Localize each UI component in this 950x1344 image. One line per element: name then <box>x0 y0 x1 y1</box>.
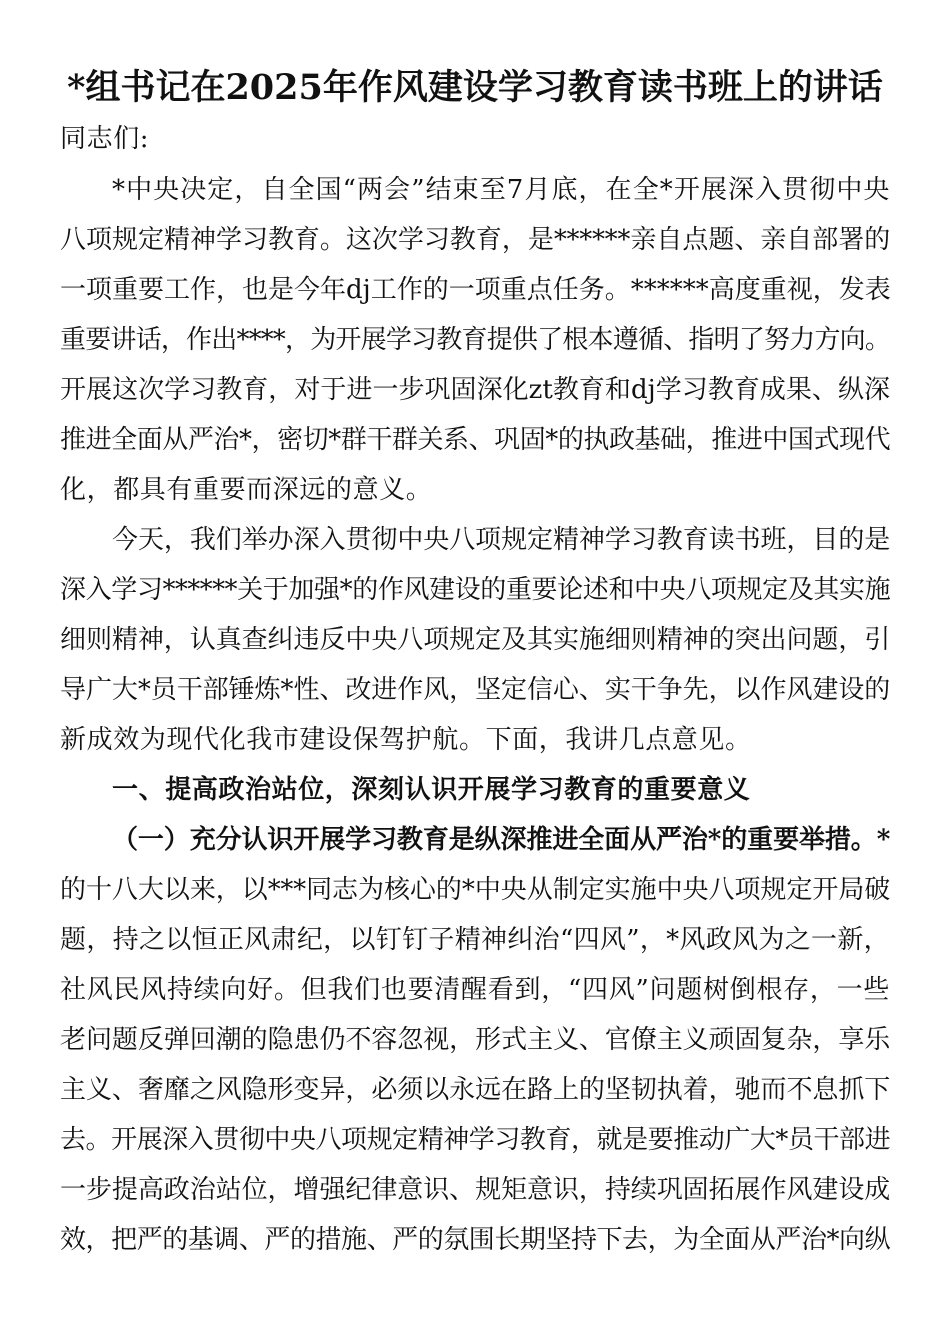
paragraph-line: 细则精神，认真查纠违反中央八项规定及其实施细则精神的突出问题，引 <box>60 625 890 655</box>
paragraph-line: 社风民风持续向好。但我们也要清醒看到，“四风”问题树倒根存，一些 <box>60 975 890 1005</box>
paragraph-line: 去。开展深入贯彻中央八项规定精神学习教育，就是要推动广大*员干部进 <box>60 1125 890 1155</box>
paragraph-line: 化，都具有重要而深远的意义。 <box>60 475 433 505</box>
paragraph-line: 深入学习******关于加强*的作风建设的重要论述和中央八项规定及其实施 <box>60 575 890 605</box>
paragraph-line: 一项重要工作，也是今年dj工作的一项重点任务。******高度重视，发表 <box>60 275 891 305</box>
paragraph-line: 老问题反弹回潮的隐患仍不容忽视，形式主义、官僚主义顽固复杂，享乐 <box>60 1025 890 1055</box>
paragraph-line: 今天，我们举办深入贯彻中央八项规定精神学习教育读书班，目的是 <box>112 525 890 555</box>
document-title: *组书记在2025年作风建设学习教育读书班上的讲话 <box>67 67 883 108</box>
paragraph-line: 题，持之以恒正风肃纪，以钉钉子精神纠治“四风”，*风政风为之一新， <box>60 925 890 955</box>
paragraph-line: 导广大*员干部锤炼*性、改进作风，坚定信心、实干争先，以作风建设的 <box>60 675 890 705</box>
paragraph-line: 推进全面从严治*，密切*群干群关系、巩固*的执政基础，推进中国式现代 <box>60 425 890 455</box>
paragraph-line: 效，把严的基调、严的措施、严的氛围长期坚持下去，为全面从严治*向纵 <box>60 1225 890 1255</box>
paragraph-line: 主义、奢靡之风隐形变异，必须以永远在路上的坚韧执着，驰而不息抓下 <box>60 1075 890 1105</box>
paragraph-line: *中央决定，自全国“两会”结束至7月底，在全*开展深入贯彻中央 <box>112 175 890 205</box>
subsection-heading: （一）充分认识开展学习教育是纵深推进全面从严治*的重要举措。* <box>112 825 890 855</box>
salutation: 同志们: <box>60 124 150 154</box>
paragraph-line: 新成效为现代化我市建设保驾护航。下面，我讲几点意见。 <box>60 725 752 755</box>
paragraph-line: 开展这次学习教育，对于进一步巩固深化zt教育和dj学习教育成果、纵深 <box>60 375 890 405</box>
paragraph-line: 的十八大以来，以***同志为核心的*中央从制定实施中央八项规定开局破 <box>60 875 890 905</box>
paragraph-line: 重要讲话，作出****，为开展学习教育提供了根本遵循、指明了努力方向。 <box>60 325 890 355</box>
paragraph-line: 八项规定精神学习教育。这次学习教育，是******亲自点题、亲自部署的 <box>60 225 890 255</box>
paragraph-line: 一步提高政治站位，增强纪律意识、规矩意识，持续巩固拓展作风建设成 <box>60 1175 890 1205</box>
section-heading: 一、提高政治站位，深刻认识开展学习教育的重要意义 <box>112 775 751 805</box>
